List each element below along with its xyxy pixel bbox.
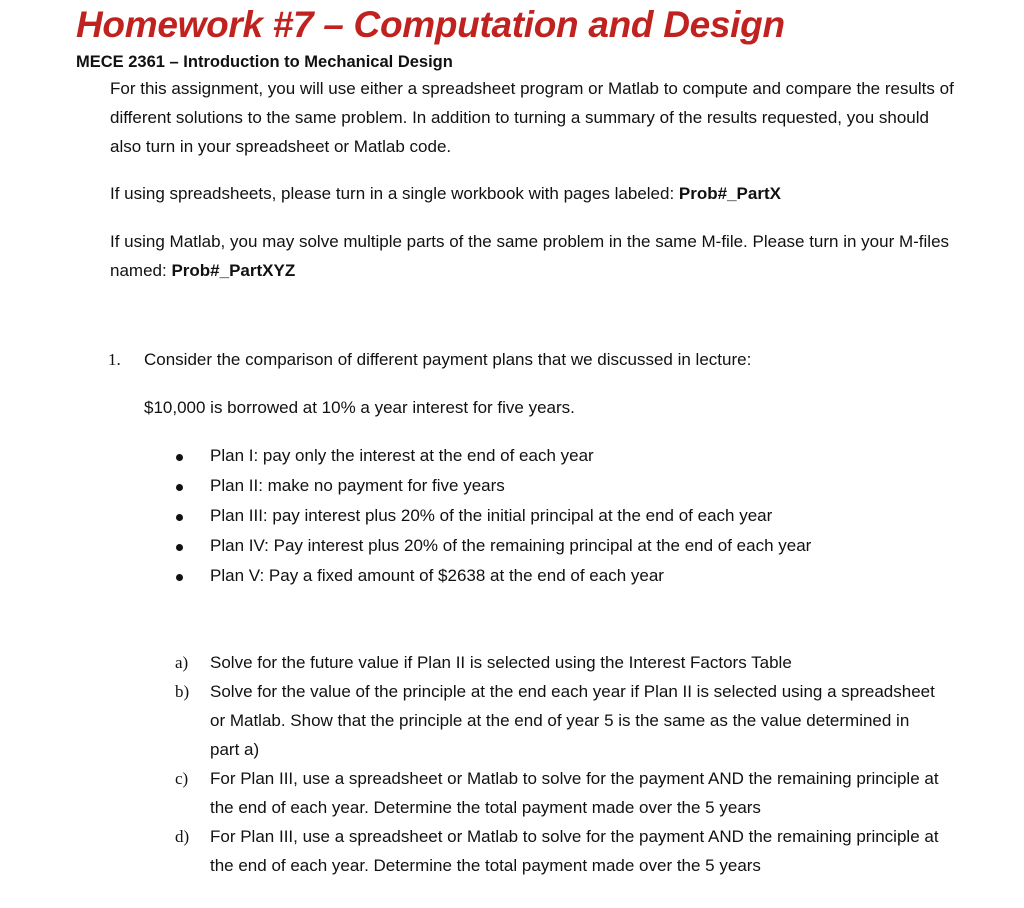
spreadsheet-label: Prob#_PartX (678, 184, 781, 203)
part-letter: b) (175, 682, 190, 701)
bullet-icon (176, 544, 183, 551)
spreadsheet-text: If using spreadsheets, please turn in a single workbook with pages labeled: (110, 184, 679, 203)
plan-text: Plan V: Pay a fixed amount of $2638 at the end of each year (210, 566, 664, 585)
plan-text: Plan III: pay interest plus 20% of the initial principal at the end of each year (210, 506, 773, 525)
matlab-label: Prob#_PartXYZ (171, 261, 296, 280)
page-title: Homework #7 – Computation and Design (76, 4, 785, 45)
part-text: Solve for the value of the principle at the end each year if Plan II is selected using a spreadsheet or Matlab. Show that the principle at the end of year 5 is the same as the value determined in part a) (210, 682, 935, 759)
bullet-icon (176, 454, 183, 461)
question-prompt: Consider the comparison of different payment plans that we discussed in lecture: (144, 350, 752, 369)
question-number: 1. (108, 350, 121, 369)
bullet-icon (176, 574, 183, 581)
bullet-icon (176, 514, 183, 521)
matlab-text: If using Matlab, you may solve multiple parts of the same problem in the same M-file. Please turn in your M-files named: (110, 232, 950, 280)
part-item (0, 822, 960, 880)
intro-paragraph: For this assignment, you will use either a spreadsheet program or Matlab to compute and compare the results of different solutions to the same problem. In addition to turning a summary of the results requested, you should also turn in your spreadsheet or Matlab code. (110, 79, 954, 156)
part-letter: d) (175, 827, 190, 846)
part-text: Solve for the future value if Plan II is selected using the Interest Factors Table (210, 653, 792, 672)
part-letter: c) (175, 769, 189, 788)
plan-text: Plan I: pay only the interest at the end of each year (210, 446, 594, 465)
part-item (0, 648, 960, 677)
matlab-instructions (110, 227, 960, 285)
part-text: For Plan III, use a spreadsheet or Matlab to solve for the payment AND the remaining principle at the end of each year. Determine the total payment made over the 5 years (210, 769, 939, 817)
plan-text: Plan IV: Pay interest plus 20% of the remaining principal at the end of each year (210, 536, 812, 555)
question-given: $10,000 is borrowed at 10% a year interest for five years. (144, 398, 575, 417)
part-item (0, 677, 960, 764)
bullet-icon (176, 484, 183, 491)
plan-text: Plan II: make no payment for five years (210, 476, 505, 495)
part-item (0, 764, 960, 822)
spreadsheet-instructions (110, 179, 960, 208)
part-list (0, 648, 960, 880)
part-letter: a) (175, 653, 189, 672)
part-text: For Plan III, use a spreadsheet or Matlab to solve for the payment AND the remaining principle at the end of each year. Determine the total payment made over the 5 years (210, 827, 939, 875)
course-subtitle: MECE 2361 – Introduction to Mechanical Design (76, 53, 453, 71)
